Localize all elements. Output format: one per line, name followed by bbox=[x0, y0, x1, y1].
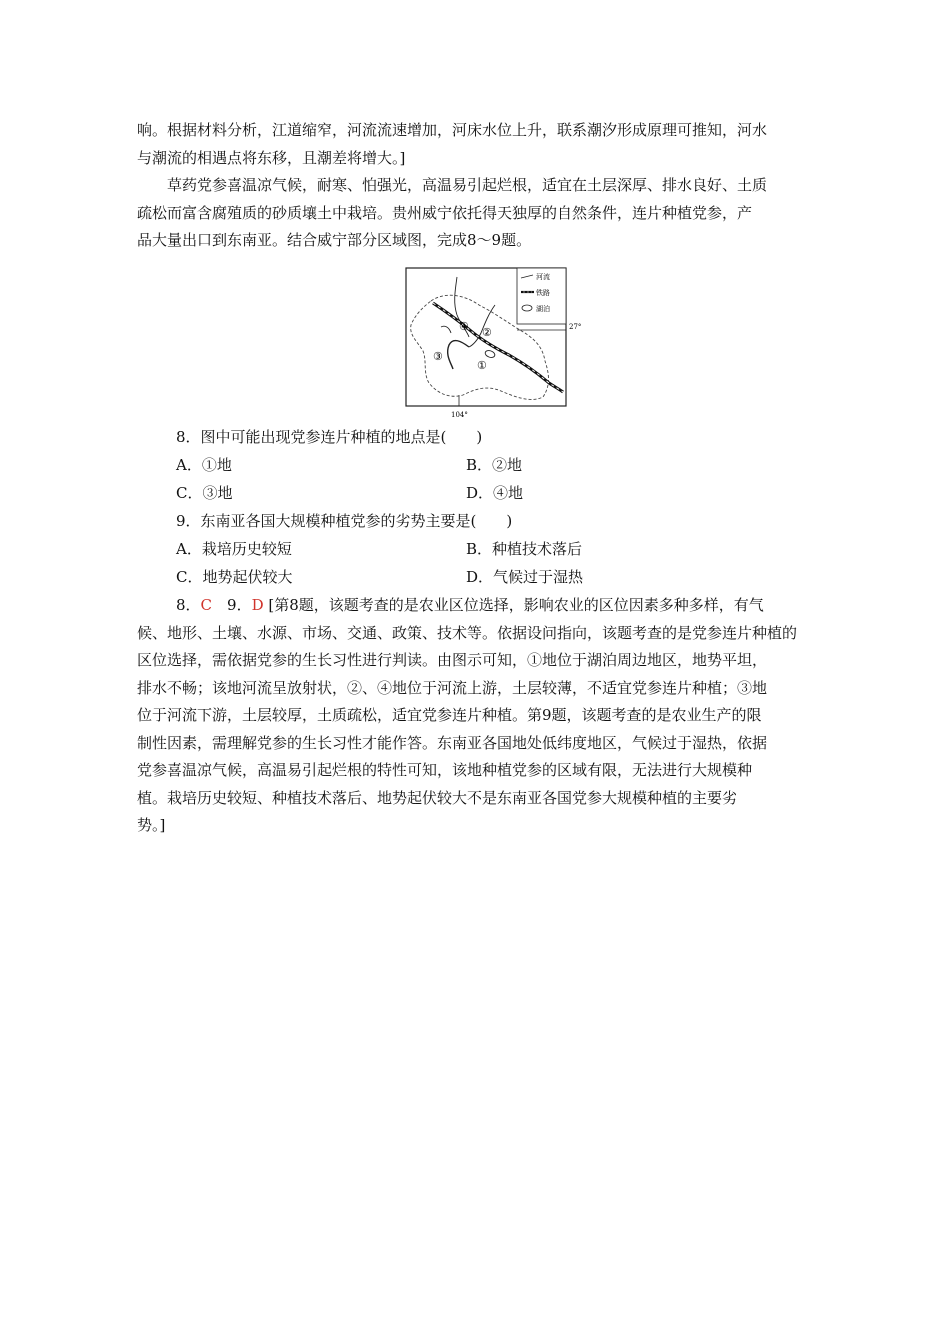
longitude-label: 104° bbox=[451, 411, 468, 419]
legend-railway-label: 铁路 bbox=[536, 289, 550, 297]
material-line: 品大量出口到东南亚。结合威宁部分区域图，完成8～9题。 bbox=[137, 231, 532, 249]
question-9-option-d: D．气候过于湿热 bbox=[466, 568, 584, 586]
answer-explanation bbox=[137, 592, 817, 840]
point-label-2: ② bbox=[482, 326, 492, 339]
explanation-line: 党参喜温凉气候，高温易引起烂根的特性可知，该地种植党参的区域有限，无法进行大规模种 bbox=[137, 761, 753, 779]
answer-first-line bbox=[137, 592, 817, 620]
explanation-line: 植。栽培历史较短、种植技术落后、地势起伏较大不是东南亚各国党参大规模种植的主要劣 bbox=[137, 788, 738, 807]
explanation-line: 位于河流下游，土层较厚，土质疏松，适宜党参连片种植。第9题，该题考查的是农业生产的限 bbox=[137, 706, 762, 724]
question-8-option-a: A．①地 bbox=[176, 456, 232, 474]
answer-8-key: C bbox=[200, 596, 213, 614]
explanation-line: 制性因素，需理解党参的生长习性才能作答。东南亚各国地处低纬度地区，气候过于湿热，依据 bbox=[137, 733, 768, 752]
explanation-line: 排水不畅；该地河流呈放射状，②、④地位于河流上游，土层较薄，不适宜党参连片种植；③地 bbox=[137, 678, 768, 697]
question-8-option-c: C．③地 bbox=[176, 484, 233, 502]
river bbox=[441, 326, 451, 333]
answer-9-number: 9． bbox=[227, 596, 252, 614]
question-8-option-d: D．④地 bbox=[466, 484, 524, 502]
legend-lake-symbol bbox=[522, 305, 532, 311]
latitude-label: 27° bbox=[569, 323, 581, 331]
weining-region-map bbox=[405, 265, 581, 422]
lake bbox=[484, 349, 496, 358]
question-9-option-b: B．种植技术落后 bbox=[466, 540, 583, 558]
question-9-option-c: C．地势起伏较大 bbox=[176, 568, 293, 586]
river bbox=[448, 341, 469, 369]
material-line: 草药党参喜温凉气候，耐寒、怕强光，高温易引起烂根，适宜在土层深厚、排水良好、土质 bbox=[167, 176, 768, 194]
point-label-1: ① bbox=[477, 359, 487, 372]
explanation-line: 候、地形、土壤、水源、市场、交通、政策、技术等。依据设问指向，该题考查的是党参连片种植的 bbox=[137, 623, 798, 642]
legend-lake-label: 湖泊 bbox=[536, 305, 550, 313]
point-label-3: ③ bbox=[433, 350, 443, 363]
material-paragraph bbox=[137, 172, 817, 255]
map-figure bbox=[405, 265, 581, 422]
answer-8-number: 8． bbox=[176, 596, 201, 614]
legend-river-label: 河流 bbox=[536, 273, 550, 281]
intro-line: 响。根据材料分析，江道缩窄，河流流速增加，河床水位上升，联系潮汐形成原理可推知，河水 bbox=[137, 121, 768, 139]
answer-9-key: D bbox=[251, 596, 264, 614]
explanation-line: [第8题，该题考查的是农业区位选择，影响农业的区位因素多种多样，有气 bbox=[268, 596, 764, 614]
explanation-line: 势。] bbox=[137, 816, 166, 834]
material-line: 疏松而富含腐殖质的砂质壤土中栽培。贵州威宁依托得天独厚的自然条件，连片种植党参，产 bbox=[137, 203, 753, 222]
point-label-4: ④ bbox=[459, 320, 469, 333]
question-8-stem: 8．图中可能出现党参连片种植的地点是( ) bbox=[176, 428, 483, 446]
question-8-option-b: B．②地 bbox=[466, 456, 523, 474]
question-9-stem: 9．东南亚各国大规模种植党参的劣势主要是( ) bbox=[176, 512, 513, 530]
intro-line: 与潮流的相遇点将东移，且潮差将增大。] bbox=[137, 148, 406, 167]
intro-paragraph bbox=[137, 117, 817, 172]
question-9-option-a: A．栽培历史较短 bbox=[176, 540, 292, 558]
explanation-line: 区位选择，需依据党参的生长习性进行判读。由图示可知，①地位于湖泊周边地区，地势平坦， bbox=[137, 651, 768, 669]
